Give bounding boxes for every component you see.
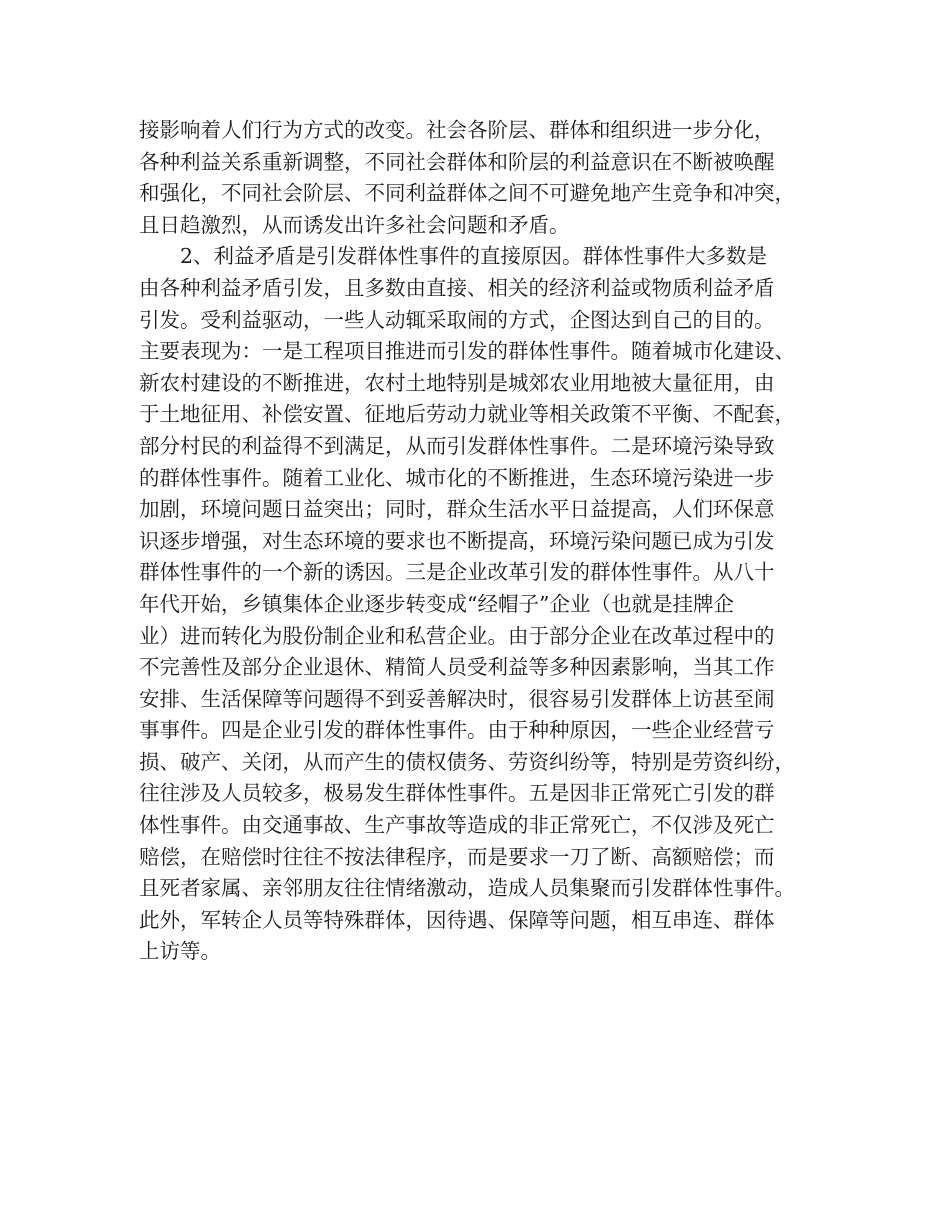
text-line: 体性事件。由交通事故、生产事故等造成的非正常死亡，不仅涉及死亡 [139, 813, 775, 838]
body-text [139, 115, 819, 968]
text-line: 且日趋激烈，从而诱发出许多社会问题和矛盾。 [139, 212, 570, 237]
text-line: 年代开始，乡镇集体企业逐步转变成“经帽子”企业（也就是挂牌企 [139, 591, 734, 616]
text-line: 群体性事件的一个新的诱因。三是企业改革引发的群体性事件。从八十 [139, 560, 775, 585]
text-line: 和强化，不同社会阶层、不同利益群体之间不可避免地产生竞争和冲突， [139, 181, 795, 206]
text-line: 损、破产、关闭，从而产生的债权债务、劳资纠纷等，特别是劳资纠纷， [139, 749, 795, 774]
text-line: 安排、生活保障等问题得不到妥善解决时，很容易引发群体上访甚至闹 [139, 686, 775, 711]
text-line: 新农村建设的不断推进，农村土地特别是城郊农业用地被大量征用，由 [139, 370, 775, 395]
text-line: 部分村民的利益得不到满足，从而引发群体性事件。二是环境污染导致 [139, 433, 775, 458]
text-line: 接影响着人们行为方式的改变。社会各阶层、群体和组织进一步分化， [139, 118, 775, 142]
text-line: 往往涉及人员较多，极易发生群体性事件。五是因非正常死亡引发的群 [139, 781, 775, 806]
text-line: 识逐步增强，对生态环境的要求也不断提高，环境污染问题已成为引发 [139, 528, 775, 553]
text-line: 主要表现为：一是工程项目推进而引发的群体性事件。随着城市化建设、 [139, 339, 795, 364]
text-line: 上访等。 [139, 939, 221, 964]
text-line: 不完善性及部分企业退休、精简人员受利益等多种因素影响，当其工作 [139, 655, 775, 680]
text-line: 事事件。四是企业引发的群体性事件。由于种种原因，一些企业经营亏 [139, 718, 775, 743]
text-line: 且死者家属、亲邻朋友往往情绪激动，造成人员集聚而引发群体性事件。 [139, 876, 795, 901]
text-line: 的群体性事件。随着工业化、城市化的不断推进，生态环境污染进一步 [139, 465, 775, 490]
text-line: 此外，军转企人员等特殊群体，因待遇、保障等问题，相互串连、群体 [139, 907, 775, 932]
text-line: 由各种利益矛盾引发，且多数由直接、相关的经济利益或物质利益矛盾 [139, 275, 775, 300]
text-line: 引发。受利益驱动，一些人动辄采取闹的方式，企图达到自己的目的。 [139, 307, 775, 332]
paragraph-first-line: 2、利益矛盾是引发群体性事件的直接原因。群体性事件大多数是 [180, 244, 768, 269]
text-line: 于土地征用、补偿安置、征地后劳动力就业等相关政策不平衡、不配套， [139, 402, 795, 427]
text-line: 业）进而转化为股份制企业和私营企业。由于部分企业在改革过程中的 [139, 623, 775, 648]
text-line: 赔偿，在赔偿时往往不按法律程序，而是要求一刀了断、高额赔偿；而 [139, 844, 775, 869]
text-line: 加剧，环境问题日益突出；同时，群众生活水平日益提高，人们环保意 [139, 497, 775, 522]
text-line: 各种利益关系重新调整，不同社会群体和阶层的利益意识在不断被唤醒 [139, 149, 775, 174]
